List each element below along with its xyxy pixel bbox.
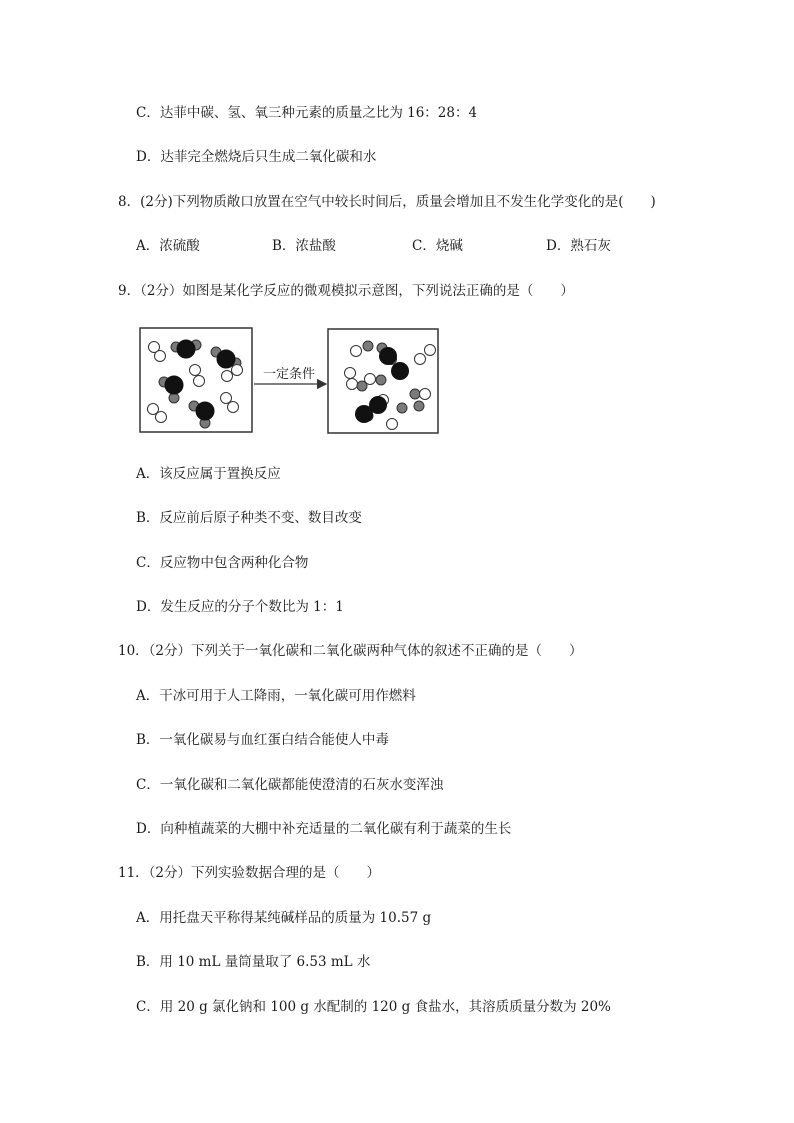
q10-option-c: C．一氧化碳和二氧化碳都能使澄清的石灰水变浑浊 — [136, 777, 444, 793]
q8-option-d: D．熟石灰 — [546, 238, 611, 254]
q7-option-c: C．达菲中碳、氢、氧三种元素的质量之比为 16：28：4 — [136, 105, 478, 121]
q11-option-a: A．用托盘天平称得某纯碱样品的质量为 10.57 g — [136, 910, 432, 926]
reaction-arrow — [254, 367, 326, 384]
q11-option-c: C．用 20 g 氯化钠和 100 g 水配制的 120 g 食盐水，其溶质质量分数为 20% — [136, 999, 611, 1015]
atom-black — [379, 347, 397, 365]
q10-option-a: A．干冰可用于人工降雨，一氧化碳可用作燃料 — [136, 688, 416, 704]
q9-stem: 9．（2分）如图是某化学反应的微观模拟示意图，下列说法正确的是（ ） — [118, 283, 574, 299]
arrow-label: 一定条件 — [262, 367, 316, 382]
q11-option-b: B．用 10 mL 量筒量取了 6.53 mL 水 — [136, 954, 371, 970]
q10-option-b: B．一氧化碳易与血红蛋白结合能使人中毒 — [136, 732, 389, 748]
q9-option-c: C．反应物中包含两种化合物 — [136, 555, 309, 571]
q9-option-b: B．反应前后原子种类不变、数目改变 — [136, 510, 362, 526]
q8-stem: 8．(2分)下列物质敞口放置在空气中较长时间后，质量会增加且不发生化学变化的是( ) — [118, 194, 656, 210]
reactants-box — [140, 328, 252, 432]
q10-option-d: D．向种植蔬菜的大棚中补充适量的二氧化碳有利于蔬菜的生长 — [136, 821, 512, 837]
q8-option-a: A．浓硫酸 — [136, 238, 200, 254]
q11-stem: 11．（2分）下列实验数据合理的是（ ） — [118, 865, 381, 881]
q7-option-d: D．达菲完全燃烧后只生成二氧化碳和水 — [136, 149, 377, 165]
q9-option-a: A．该反应属于置换反应 — [136, 466, 281, 482]
q10-stem: 10．（2分）下列关于一氧化碳和二氧化碳两种气体的叙述不正确的是（ ） — [118, 643, 583, 659]
reaction-diagram — [138, 326, 443, 438]
products-box — [328, 329, 438, 433]
q9-option-d: D．发生反应的分子个数比为 1：1 — [136, 599, 344, 615]
q8-option-c: C．烧碱 — [412, 238, 463, 254]
atom-black — [369, 396, 387, 414]
q8-option-b: B．浓盐酸 — [272, 238, 336, 254]
atom-black — [391, 362, 409, 380]
